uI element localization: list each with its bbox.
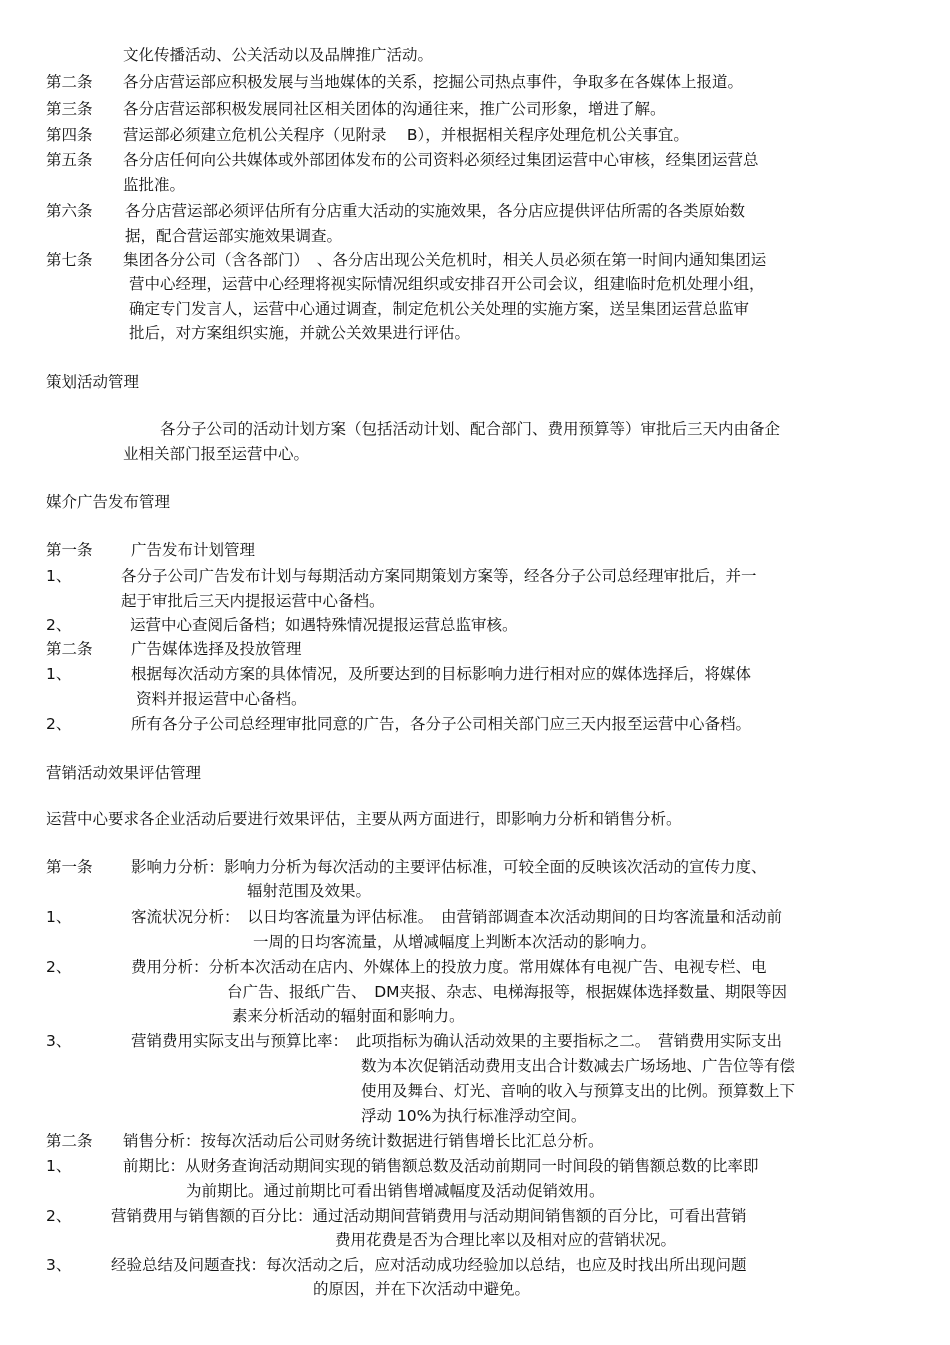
media-item-3-text: 根据每次活动方案的具体情况，及所要达到的目标影响力进行相对应的媒体选择后，将媒体 — [131, 665, 752, 683]
intro-line: 文化传播活动、公关活动以及品牌推广活动。 — [123, 46, 434, 64]
media-article-1-tag: 第一条 — [46, 541, 93, 559]
eval-article-1-tag: 第一条 — [46, 858, 93, 876]
eval-item-4-num: 1、 — [46, 1157, 72, 1175]
eval-item-2-text-cont-1: 台广告、报纸广告、 DM夹报、杂志、电梯海报等，根据媒体选择数量、期限等因 — [227, 983, 788, 1001]
article-6-text-cont: 据，配合营运部实施效果调查。 — [125, 227, 343, 245]
eval-item-2-text: 费用分析：分析本次活动在店内、外媒体上的投放力度。常用媒体有电视广告、电视专栏、电 — [131, 958, 767, 976]
section-heading-media: 媒介广告发布管理 — [46, 493, 171, 511]
eval-item-3-text-cont-1: 数为本次促销活动费用支出合计数减去广场场地、广告位等有偿 — [361, 1057, 796, 1075]
section-heading-planning: 策划活动管理 — [46, 373, 140, 391]
eval-item-3-num: 3、 — [46, 1032, 72, 1050]
eval-item-5-text-cont: 费用花费是否为合理比率以及相对应的营销状况。 — [335, 1231, 677, 1249]
evaluation-intro: 运营中心要求各企业活动后要进行效果评估，主要从两方面进行，即影响力分析和销售分析。 — [46, 810, 682, 828]
media-item-4-num: 2、 — [46, 715, 72, 733]
article-7-text-cont-1: 营中心经理，运营中心经理将视实际情况组织或安排召开公司会议，组建临时危机处理小组， — [129, 275, 765, 293]
eval-item-1-text-cont: 一周的日均客流量，从增减幅度上判断本次活动的影响力。 — [253, 933, 657, 951]
eval-article-2-tag: 第二条 — [46, 1132, 93, 1150]
eval-article-2-text: 销售分析：按每次活动后公司财务统计数据进行销售增长比汇总分析。 — [123, 1132, 604, 1150]
eval-item-3-text-cont-2: 使用及舞台、灯光、音响的收入与预算支出的比例。预算数上下 — [361, 1082, 796, 1100]
article-2-text: 各分店营运部应积极发展与当地媒体的关系，挖掘公司热点事件，争取多在各媒体上报道。 — [123, 73, 744, 91]
eval-item-4-text: 前期比：从财务查询活动期间实现的销售额总数及活动前期同一时间段的销售额总数的比率即 — [123, 1157, 759, 1175]
article-5-text-cont: 监批准。 — [123, 176, 186, 194]
eval-article-1-text-cont: 辐射范围及效果。 — [247, 882, 372, 900]
media-item-1-text: 各分子公司广告发布计划与每期活动方案同期策划方案等，经各分子公司总经理审批后，并一 — [121, 567, 757, 585]
eval-item-3-text-cont-3: 浮动 10%为执行标准浮动空间。 — [361, 1107, 587, 1125]
media-item-3-num: 1、 — [46, 665, 72, 683]
media-item-3-text-cont: 资料并报运营中心备档。 — [136, 690, 307, 708]
article-7-text-cont-2: 确定专门发言人，运营中心通过调查，制定危机公关处理的实施方案，送呈集团运营总监审 — [129, 300, 750, 318]
media-item-4-text: 所有各分子公司总经理审批同意的广告，各分子公司相关部门应三天内报至运营中心备档。 — [131, 715, 752, 733]
article-3-text: 各分店营运部积极发展同社区相关团体的沟通往来，推广公司形象，增进了解。 — [123, 100, 666, 118]
article-3-tag: 第三条 — [46, 100, 93, 118]
article-5-text: 各分店任何向公共媒体或外部团体发布的公司资料必须经过集团运营中心审核，经集团运营总 — [123, 151, 759, 169]
media-article-1-title: 广告发布计划管理 — [131, 541, 256, 559]
article-7-text: 集团各分公司（含各部门） 、各分店出现公关危机时，相关人员必须在第一时间内通知集团运 — [123, 251, 767, 269]
article-6-text: 各分店营运部必须评估所有分店重大活动的实施效果，各分店应提供评估所需的各类原始数 — [125, 202, 746, 220]
media-item-2-text: 运营中心查阅后备档；如遇特殊情况提报运营总监审核。 — [130, 616, 518, 634]
eval-item-5-text: 营销费用与销售额的百分比：通过活动期间营销费用与活动期间销售额的百分比，可看出营销 — [111, 1207, 747, 1225]
article-2-tag: 第二条 — [46, 73, 93, 91]
eval-item-1-num: 1、 — [46, 908, 72, 926]
eval-item-2-text-cont-2: 素来分析活动的辐射面和影响力。 — [232, 1007, 465, 1025]
article-4-text: 营运部必须建立危机公关程序（见附录 B），并根据相关程序处理危机公关事宜。 — [123, 126, 689, 144]
planning-paragraph-cont: 业相关部门报至运营中心。 — [123, 445, 310, 463]
eval-item-2-num: 2、 — [46, 958, 72, 976]
eval-item-6-text-cont: 的原因，并在下次活动中避免。 — [313, 1280, 531, 1298]
eval-item-5-num: 2、 — [46, 1207, 72, 1225]
eval-item-4-text-cont: 为前期比。通过前期比可看出销售增减幅度及活动促销效用。 — [186, 1182, 605, 1200]
article-4-tag: 第四条 — [46, 126, 93, 144]
media-item-2-num: 2、 — [46, 616, 72, 634]
article-7-text-cont-3: 批后，对方案组织实施，并就公关效果进行评估。 — [129, 324, 471, 342]
article-7-tag: 第七条 — [46, 251, 93, 269]
article-5-tag: 第五条 — [46, 151, 93, 169]
planning-paragraph: 各分子公司的活动计划方案（包括活动计划、配合部门、费用预算等）审批后三天内由备企 — [160, 420, 781, 438]
media-article-2-tag: 第二条 — [46, 640, 93, 658]
eval-article-1-text: 影响力分析：影响力分析为每次活动的主要评估标准，可较全面的反映该次活动的宣传力度、 — [131, 858, 767, 876]
eval-item-3-text: 营销费用实际支出与预算比率： 此项指标为确认活动效果的主要指标之二。 营销费用实际支出 — [131, 1032, 783, 1050]
media-item-1-num: 1、 — [46, 567, 72, 585]
eval-item-6-num: 3、 — [46, 1256, 72, 1274]
section-heading-evaluation: 营销活动效果评估管理 — [46, 764, 202, 782]
media-article-2-title: 广告媒体选择及投放管理 — [131, 640, 302, 658]
eval-item-1-text: 客流状况分析： 以日均客流量为评估标准。 由营销部调查本次活动期间的日均客流量和活动前 — [131, 908, 783, 926]
media-item-1-text-cont: 起于审批后三天内提报运营中心备档。 — [121, 592, 385, 610]
eval-item-6-text: 经验总结及问题查找：每次活动之后，应对活动成功经验加以总结，也应及时找出所出现问题 — [111, 1256, 747, 1274]
article-6-tag: 第六条 — [46, 202, 93, 220]
